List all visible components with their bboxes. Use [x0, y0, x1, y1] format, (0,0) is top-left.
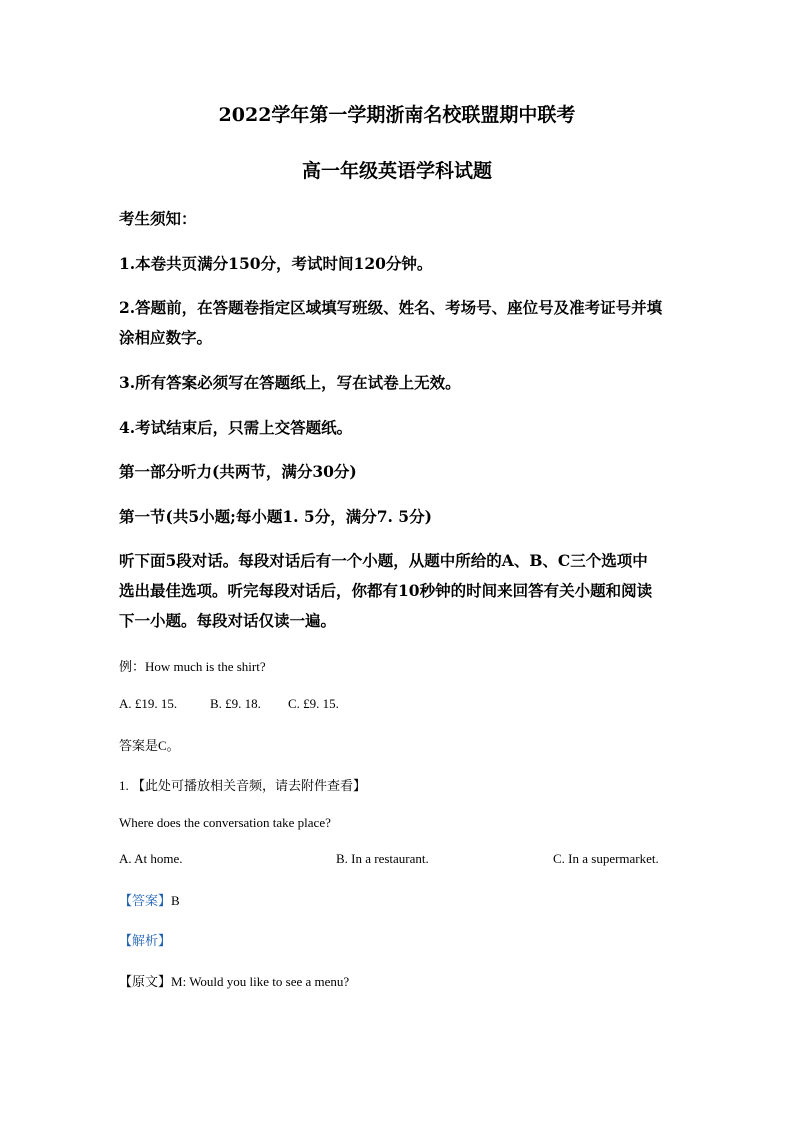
q1-audio-note: 1. 【此处可播放相关音频，请去附件查看】	[119, 778, 367, 793]
transcript-tag: 【原文】	[119, 974, 172, 989]
q1-question: Where does the conversation take place?	[119, 815, 331, 830]
exam-title: 2022学年第一学期浙南名校联盟期中联考	[218, 104, 576, 126]
exam-subtitle: 高一年级英语学科试题	[301, 160, 492, 182]
instructions-line-3: 下一小题。每段对话仅读一遍。	[119, 611, 337, 630]
part1-heading: 第一部分听力(共两节，满分30分)	[119, 462, 357, 481]
example-question: 例：How much is the shirt?	[119, 659, 266, 674]
notice-item-4: 4.考试结束后，只需上交答题纸。	[119, 418, 353, 437]
instructions-line-2: 选出最佳选项。听完每段对话后，你都有10秒钟的时间来回答有关小题和阅读	[119, 581, 653, 600]
notice-item-2: 2.答题前，在答题卷指定区域填写班级、姓名、考场号、座位号及准考证号并填	[119, 298, 663, 317]
q1-option-b: B. In a restaurant.	[336, 851, 429, 866]
q1-transcript-line	[119, 971, 349, 990]
q1-answer-line	[119, 890, 180, 909]
example-option-a: A. £19. 15.	[119, 696, 178, 711]
notice-item-1: 1.本卷共页满分150分，考试时间120分钟。	[119, 254, 433, 273]
notice-heading: 考生须知：	[119, 209, 197, 228]
example-option-b: B. £9. 18.	[210, 696, 261, 711]
answer-tag: 【答案】	[119, 893, 172, 908]
section1-heading: 第一节(共5小题;每小题1. 5分，满分7. 5分)	[119, 507, 432, 526]
q1-analysis-line	[119, 930, 171, 949]
q1-option-a: A. At home.	[119, 851, 183, 866]
notice-item-3: 3.所有答案必须写在答题纸上，写在试卷上无效。	[119, 373, 461, 392]
q1-option-c: C. In a supermarket.	[553, 851, 659, 866]
analysis-tag: 【解析】	[119, 933, 172, 948]
example-answer: 答案是C。	[119, 738, 180, 753]
q1-transcript-text: M: Would you like to see a menu?	[171, 974, 350, 989]
example-option-c: C. £9. 15.	[288, 696, 339, 711]
notice-item-2-continued: 涂相应数字。	[119, 328, 213, 347]
q1-answer-value: B	[171, 893, 180, 908]
instructions-line-1: 听下面5段对话。每段对话后有一个小题，从题中所给的A、B、C三个选项中	[119, 551, 648, 570]
